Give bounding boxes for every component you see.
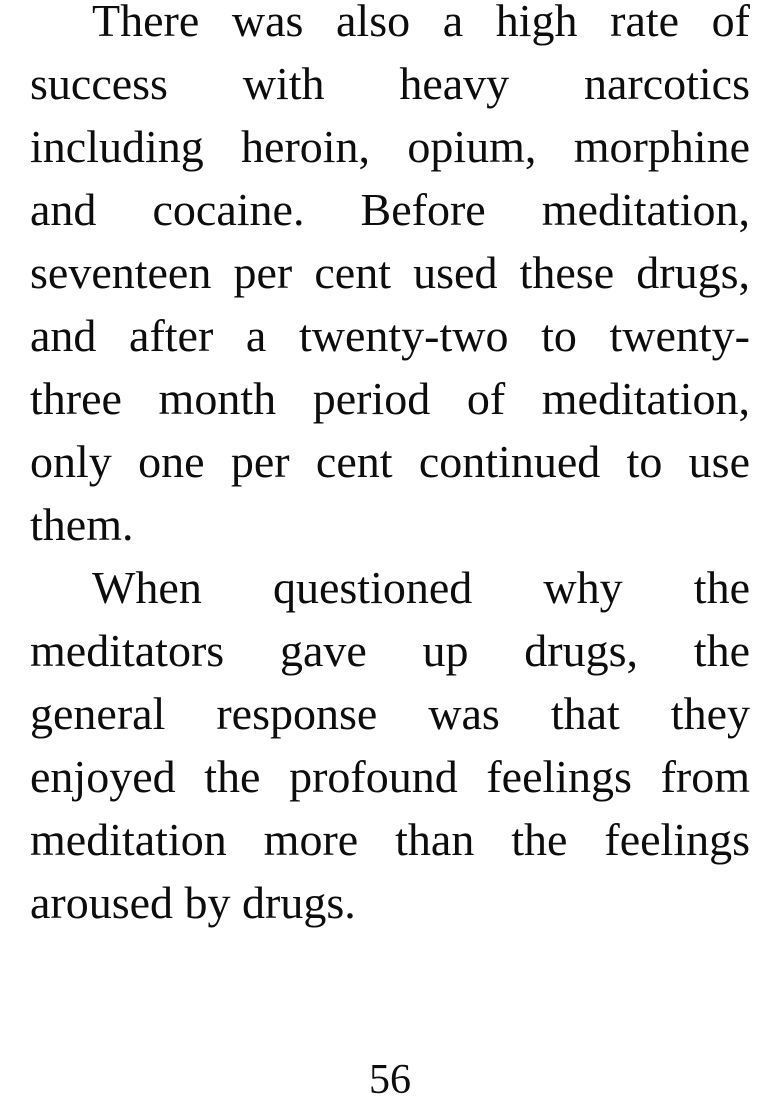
paragraph-narcotics-success [30, 0, 750, 556]
text-block [30, 0, 750, 934]
text-line: meditators gave up drugs, the [30, 625, 750, 676]
text-line: and cocaine. Before meditation, [30, 184, 750, 235]
text-line: There was also a high rate of [92, 0, 750, 46]
text-line: them. [30, 499, 134, 550]
text-line: including heroin, opium, morphine [30, 121, 750, 172]
page-number: 56 [369, 1057, 411, 1103]
text-line: aroused by drugs. [30, 877, 356, 928]
text-line: enjoyed the profound feelings from [30, 751, 750, 802]
text-line: meditation more than the feelings [30, 814, 750, 865]
paragraph-why-gave-up-drugs [30, 556, 750, 934]
text-line: When questioned why the [92, 562, 750, 613]
text-line: and after a twenty-two to twenty- [30, 310, 750, 361]
text-line: three month period of meditation, [30, 373, 750, 424]
text-line: success with heavy narcotics [30, 58, 750, 109]
text-line: only one per cent continued to use [30, 436, 750, 487]
text-line: seventeen per cent used these drugs, [30, 247, 750, 298]
text-line: general response was that they [30, 688, 750, 739]
